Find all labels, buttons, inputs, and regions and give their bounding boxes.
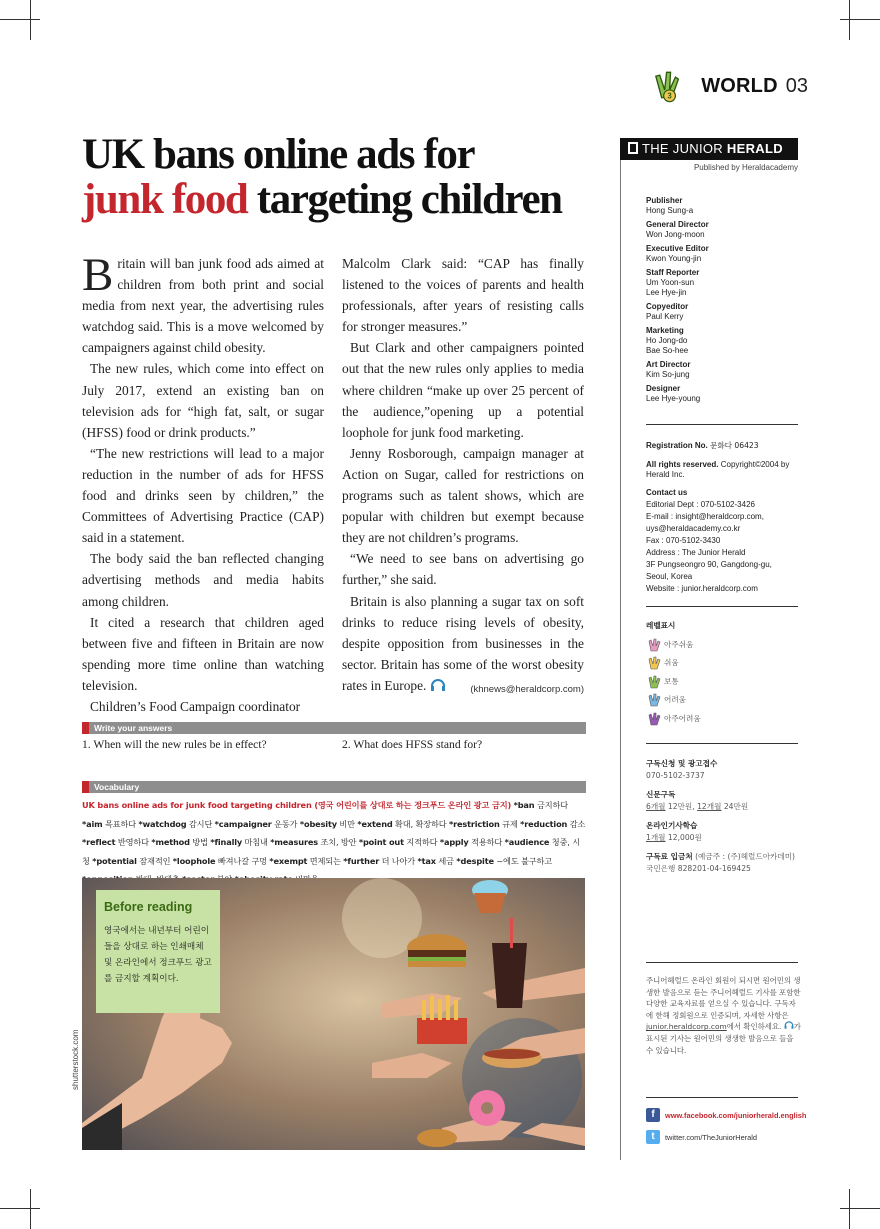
answers-label: Write your answers xyxy=(94,723,173,733)
crop-mark xyxy=(0,19,40,20)
contact-label: Contact us xyxy=(646,487,688,497)
section-name: WORLD xyxy=(701,74,778,97)
staff-list xyxy=(646,196,802,408)
vocab-definition: 금지하다 xyxy=(536,800,568,810)
divider xyxy=(646,743,798,744)
svg-text:3: 3 xyxy=(667,91,672,101)
level-hand-icon xyxy=(646,693,662,707)
online-note: 주니어헤럴드 온라인 회원이 되시면 원어민의 생생한 발음으로 듣는 주니어헤럴드 기사를 포함한 다양한 교육자료를 얻으실 수 있습니다. 구독자에 한해 정회원으로 인증되며, 자세한 사항은 junior.heraldcorp.com에서 확인하세요. 가 표시된 기사는 원어민의 생생한 발음으로 들을 수 있습니다. xyxy=(646,976,801,1055)
crop-mark xyxy=(0,1208,40,1209)
contact-line: Address : The Junior Herald xyxy=(646,547,746,557)
vocab-term: *audience xyxy=(504,837,550,847)
level-item xyxy=(646,673,802,692)
subscription-block xyxy=(646,758,802,874)
before-reading-title: Before reading xyxy=(104,900,193,914)
twitter-link[interactable]: t twitter.com/TheJuniorHerald xyxy=(646,1130,757,1144)
level-hand-icon xyxy=(646,638,662,652)
vocabulary-heading: UK bans online ads for junk food targeting children (영국 어린이를 상대로 하는 정크푸드 온라인 광고 금지) xyxy=(82,800,512,810)
article-column-2 xyxy=(342,253,584,700)
divider xyxy=(646,1097,798,1098)
staff-role: Copyeditor xyxy=(646,302,689,311)
staff-name: Lee Hye-young xyxy=(646,394,701,403)
staff-entry xyxy=(646,268,802,298)
crop-mark xyxy=(30,0,31,40)
newspaper-prices: 6개월 12만원, 12개월 24만원 xyxy=(646,801,749,811)
vocab-definition: ~에도 불구하고 xyxy=(496,855,553,866)
staff-name: Um Yoon-sun xyxy=(646,278,695,287)
level-hand-icon xyxy=(646,675,662,689)
vocab-definition: 마침내 xyxy=(244,837,268,847)
vocab-definition: 잠재적인 xyxy=(139,855,171,866)
vocab-term: *exempt xyxy=(269,855,308,866)
staff-entry xyxy=(646,384,802,404)
vocab-term: *method xyxy=(151,837,190,847)
paragraph: The new rules, which come into effect on July 2017, extend an existing ban on television ads for “high fat, salt, or sugar (HFSS) food or drink products.” xyxy=(82,361,324,440)
crop-mark xyxy=(840,1208,880,1209)
level-list xyxy=(646,636,802,729)
headline xyxy=(82,132,622,222)
vocab-definition: 확대, 확장하다 xyxy=(395,818,447,829)
staff-role: General Director xyxy=(646,220,709,229)
registration-label: Registration No. xyxy=(646,441,708,450)
staff-entry xyxy=(646,326,802,356)
level-legend-title: 레벨표시 xyxy=(646,621,676,630)
vocab-definition: 조치, 방안 xyxy=(320,837,357,847)
masthead-name-light: THE JUNIOR xyxy=(642,141,723,156)
staff-name: Won Jong-moon xyxy=(646,230,705,239)
vocabulary-label: Vocabulary xyxy=(94,782,140,792)
crop-mark xyxy=(840,19,880,20)
question-1: 1. When will the new rules be in effect? xyxy=(82,738,267,751)
published-by: Published by Heraldacademy xyxy=(693,163,798,172)
vocab-definition: 목표하다 xyxy=(105,818,137,829)
paragraph: It cited a research that children aged between five and fifteen in Britain are now spending more time online than watching television. xyxy=(82,614,324,693)
paragraph: “The new restrictions will lead to a major reduction in the number of ads for HFSS food and drinks seen by children,” the Committees of Advertising Practice (CAP) said in a statement. xyxy=(82,445,324,546)
staff-entry xyxy=(646,220,802,240)
bar-tag xyxy=(82,781,89,793)
staff-role: Staff Reporter xyxy=(646,268,700,277)
before-reading-text: 영국에서는 내년부터 어린이들을 상대로 하는 인쇄매체 및 온라인에서 정크푸드 광고를 금지할 계획이다. xyxy=(104,926,212,984)
vocabulary-bar xyxy=(82,781,586,793)
vocab-term: *further xyxy=(343,855,380,866)
subscription-phone: 070-5102-3737 xyxy=(646,770,705,780)
staff-entry xyxy=(646,196,802,216)
crop-mark xyxy=(30,1189,31,1229)
vocab-term: *ban xyxy=(513,800,535,810)
page-number: 03 xyxy=(785,74,808,97)
registration-block xyxy=(646,440,802,595)
staff-role: Executive Editor xyxy=(646,244,709,253)
staff-name: Bae So-hee xyxy=(646,346,689,355)
level-item xyxy=(646,654,802,673)
question-2: 2. What does HFSS stand for? xyxy=(342,738,483,751)
facebook-link[interactable]: f www.facebook.com/juniorherald.english xyxy=(646,1108,806,1122)
twitter-icon: t xyxy=(646,1130,660,1144)
masthead-name-bold: HERALD xyxy=(726,141,783,156)
online-price: 1개월 12,000원 xyxy=(646,832,702,842)
vocab-term: *watchdog xyxy=(138,818,187,829)
staff-role: Marketing xyxy=(646,326,684,335)
payment-account: 국민은행 828201-04-169425 xyxy=(646,863,751,873)
rights-text: Copyright©2004 by Herald Inc. xyxy=(646,459,790,479)
paragraph: The body said the ban reflected changing advertising methods and media habits among children. xyxy=(82,551,324,609)
staff-entry xyxy=(646,360,802,380)
staff-name: Kim So-jung xyxy=(646,370,690,379)
headline-line1: UK bans online ads for xyxy=(82,131,475,178)
vocab-definition: 면제되는 xyxy=(309,855,341,866)
vocab-term: *point out xyxy=(358,837,404,847)
contact-line: 3F Pungseongro 90, Gangdong-gu, xyxy=(646,559,772,569)
staff-role: Designer xyxy=(646,384,681,393)
vocab-definition: 적용하다 xyxy=(471,837,503,847)
staff-name: Ho Jong-do xyxy=(646,336,688,345)
level-hand-icon xyxy=(646,656,662,670)
paragraph: But Clark and other campaigners pointed out that the new rules only applies to media where children “make up over 25 percent of the audience,”opening up a potential loophole for junk food marketing. xyxy=(342,340,584,440)
vocab-definition: 규제 xyxy=(502,818,518,829)
vocab-term: *apply xyxy=(439,837,469,847)
vocab-definition: 지적하다 xyxy=(406,837,438,847)
vocab-term: *tax xyxy=(417,855,436,866)
staff-entry xyxy=(646,302,802,322)
drop-cap: B xyxy=(82,249,114,301)
staff-entry xyxy=(646,244,802,264)
answers-bar xyxy=(82,722,586,734)
sidebar-divider xyxy=(620,160,621,1160)
crop-mark xyxy=(849,0,850,40)
level-label: 어려움 xyxy=(664,695,687,705)
vocab-definition: 방법 xyxy=(192,837,208,847)
vocab-term: *reduction xyxy=(520,818,568,829)
headline-highlight: junk food xyxy=(82,176,248,223)
vocabulary-entries xyxy=(82,800,585,884)
vocab-definition: 감소 xyxy=(569,818,586,829)
vocab-definition: 감시단 xyxy=(188,818,213,829)
staff-name: Lee Hye-jin xyxy=(646,288,687,297)
level-item xyxy=(646,691,802,710)
vocab-term: *restriction xyxy=(448,818,500,829)
paragraph: Britain is also planning a sugar tax on soft drinks to reduce rising levels of obesity, despite opposition from businesses in the sector. Britain has some of the worst obesity rates in Europe. (khnews@heraldcorp.com) xyxy=(342,591,584,696)
contact-line: Seoul, Korea xyxy=(646,571,693,581)
paragraph: “We need to see bans on advertising go further,” she said. xyxy=(342,551,584,588)
contact-line: E-mail : insight@heraldcorp.com, xyxy=(646,511,764,521)
vocab-term: *campaigner xyxy=(214,818,272,829)
herald-logo-icon xyxy=(628,142,638,154)
level-hand-icon xyxy=(646,712,662,726)
level-label: 아주어려움 xyxy=(664,713,701,723)
level-label: 쉬움 xyxy=(664,658,679,668)
online-title: 온라인기사학습 xyxy=(646,821,698,830)
contact-line: uys@heraldacademy.co.kr xyxy=(646,523,741,533)
paragraph: Jenny Rosborough, campaign manager at Action on Sugar, called for restrictions on programs such as talent shows, which are popular with children but exempt because they are not children’s programs. xyxy=(342,445,584,546)
vocab-term: *extend xyxy=(357,818,393,829)
headline-rest: targeting children xyxy=(247,176,562,223)
contact-line: Website : junior.heraldcorp.com xyxy=(646,583,758,593)
payment-title: 구독료 입금처 (예금주 : (주)헤럴드아카데미) xyxy=(646,852,796,861)
facebook-icon: f xyxy=(646,1108,660,1122)
paragraph: Children’s Food Campaign coordinator xyxy=(90,698,301,714)
photo-credit: shutterstock.com xyxy=(71,1029,80,1090)
vocab-definition: 세금 xyxy=(438,855,454,866)
headphones-icon xyxy=(784,1021,794,1029)
vocab-definition: 더 나아가 xyxy=(381,855,416,866)
staff-role: Art Director xyxy=(646,360,691,369)
vocab-term: *aim xyxy=(82,818,103,829)
article-column-1 xyxy=(82,249,324,717)
vocab-definition: 청중, 시청 xyxy=(82,837,580,866)
crop-mark xyxy=(849,1189,850,1229)
paragraph: Britain will ban junk food ads aimed at children from both print and social media from next year, the advertising rules watchdog said. This is a move welcomed by campaigners against child obesity. xyxy=(82,249,324,356)
rights-label: All rights reserved. xyxy=(646,459,719,469)
before-reading-box xyxy=(96,890,220,1013)
divider xyxy=(646,424,798,425)
vocab-term: *loophole xyxy=(172,855,216,866)
contact-line: Fax : 070-5102-3430 xyxy=(646,535,721,545)
vocab-term: *measures xyxy=(270,837,318,847)
divider xyxy=(646,606,798,607)
vocab-term: *potential xyxy=(92,855,137,866)
level-item xyxy=(646,710,802,729)
level-3-hand-icon xyxy=(648,68,687,104)
level-legend xyxy=(646,620,802,728)
vocab-definition: 반영하다 xyxy=(117,837,149,847)
staff-role: Publisher xyxy=(646,196,683,205)
vocab-term: *despite xyxy=(456,855,494,866)
newspaper-title: 신문구독 xyxy=(646,790,676,799)
contact-lines xyxy=(646,499,802,595)
bar-tag xyxy=(82,722,89,734)
byline: (khnews@heraldcorp.com) xyxy=(470,683,584,695)
level-label: 아주쉬움 xyxy=(664,639,694,649)
subscription-title: 구독신청 및 광고접수 xyxy=(646,759,718,768)
headphones-icon[interactable] xyxy=(430,679,446,691)
vocab-term: *finally xyxy=(210,837,243,847)
staff-name: Paul Kerry xyxy=(646,312,684,321)
section-header xyxy=(648,66,808,106)
vocabulary-list xyxy=(82,796,587,889)
divider xyxy=(646,962,798,963)
paragraph: Malcolm Clark said: “CAP has finally listened to the voices of parents and health professionals, after years of resisting calls for stronger measures.” xyxy=(342,256,584,335)
vocab-term: *obesity xyxy=(299,818,337,829)
vocab-term: *reflect xyxy=(82,837,116,847)
staff-name: Hong Sung-a xyxy=(646,206,694,215)
vocab-definition: 운동가 xyxy=(274,818,298,829)
contact-line: Editorial Dept : 070-5102-3426 xyxy=(646,499,755,509)
vocab-definition: 빠져나갈 구멍 xyxy=(217,855,267,866)
staff-name: Kwon Young-jin xyxy=(646,254,702,263)
level-label: 보통 xyxy=(664,676,679,686)
masthead xyxy=(620,138,798,160)
registration-value: 문화다 06423 xyxy=(710,441,759,450)
website-link[interactable]: junior.heraldcorp.com xyxy=(646,1022,727,1032)
level-item xyxy=(646,636,802,655)
vocab-definition: 비만 xyxy=(339,818,355,829)
